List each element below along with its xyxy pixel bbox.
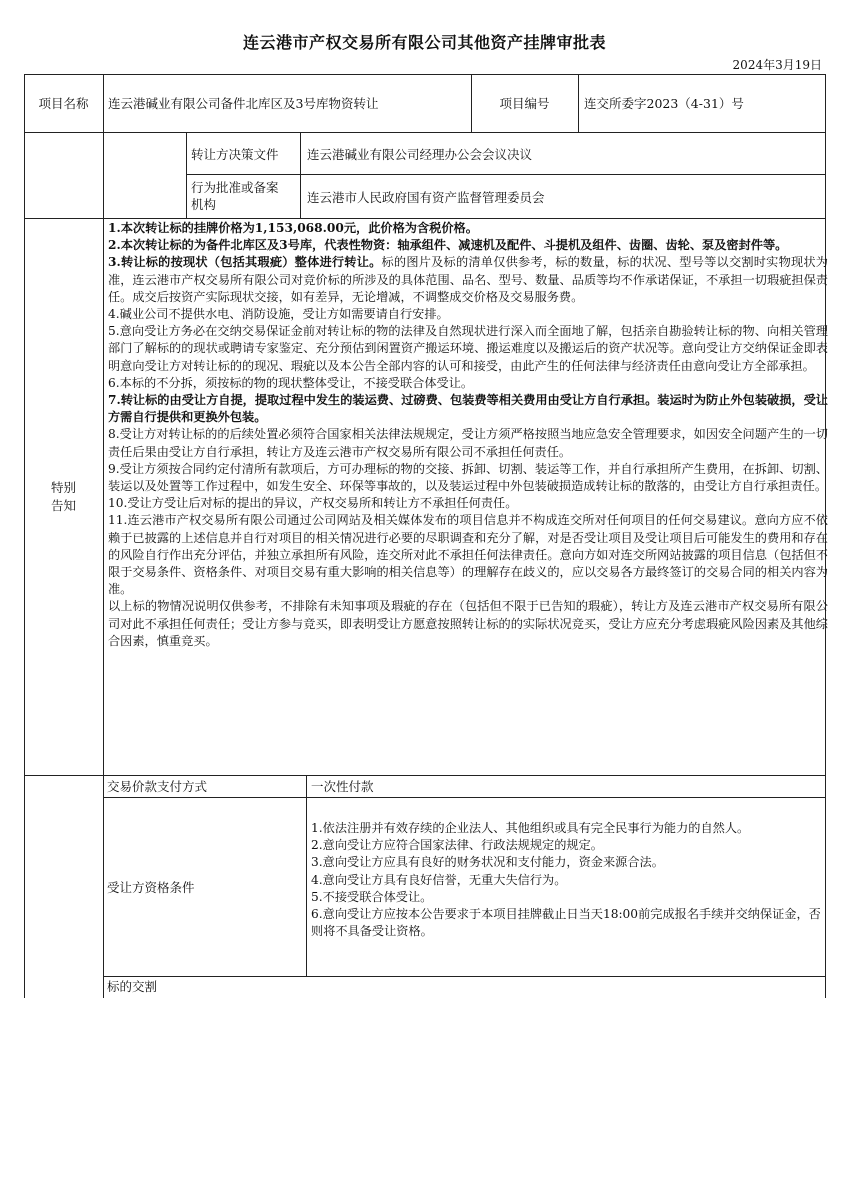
- approval-authority-label: 行为批准或备案 机构: [191, 180, 279, 212]
- notice-item-text: 4.碱业公司不提供水电、消防设施，受让方如需要请自行安排。: [108, 307, 449, 322]
- qualification-item: 4.意向受让方具有良好信誉，无重大失信行为。: [311, 872, 567, 887]
- notice-item-bold: 1.本次转让标的挂牌价格为1,153,068.00元，此价格为含税价格。: [108, 221, 478, 235]
- delivery-label: 标的交割: [107, 979, 158, 994]
- notice-item: [108, 237, 828, 254]
- qualification-label: 受让方资格条件: [107, 880, 195, 895]
- notice-item: [108, 426, 828, 460]
- notice-item-text: 8.受让方对转让标的的后续处置必须符合国家相关法律法规规定，受让方须严格按照当地应急安全管理要求，如因安全问题产生的一切责任后果由受让方自行承担，转让方及连云港市产权交易所有限公司不承担任何责任。: [108, 427, 828, 459]
- qualification-item: 6.意向受让方应按本公告要求于本项目挂牌截止日当天18:00前完成报名手续并交纳保证金，否则将不具备受让资格。: [311, 907, 821, 939]
- notice-item-bold: 2.本次转让标的为备件北库区及3号库，代表性物资：轴承组件、减速机及配件、斗提机及组件、齿圈、齿轮、泵及密封件等。: [108, 238, 788, 253]
- project-number-value: 连交所委字2023（4-31）号: [584, 96, 744, 111]
- notice-item: [108, 375, 828, 392]
- notice-item: [108, 495, 828, 512]
- notice-item-text: 10.受让方受让后对标的提出的异议，产权交易所和转让方不承担任何责任。: [108, 496, 518, 511]
- qualification-item: 3.意向受让方应具有良好的财务状况和支付能力，资金来源合法。: [311, 855, 664, 870]
- notice-item-text: 11.连云港市产权交易所有限公司通过公司网站及相关媒体发布的项目信息并不构成连交所对任何项目的任何交易建议。意向方应不依赖于已披露的上述信息并自行对项目的相关情况进行必要的尽职调查和充分了解，对是否受让项目及受让项目后可能发生的费用和存在的风险自行作出充分评估，并独立承担所有风险，连交所对此不承担任何法律责任。意向方如对连交所网站披露的项目信息（包括但不限于交易条件、资格条件、对项目交易有重大影响的相关信息等）的理解存在歧义的，应以交易各方最终签订的交易合同的相关内容为准。: [108, 513, 828, 597]
- payment-method-value: 一次性付款: [311, 779, 374, 794]
- qualification-item: 1.依法注册并有效存续的企业法人、其他组织或具有完全民事行为能力的自然人。: [311, 821, 750, 835]
- notice-item: [108, 254, 828, 306]
- project-name-label: 项目名称: [38, 96, 89, 111]
- notice-item: [108, 220, 828, 237]
- decision-doc-label: 转让方决策文件: [191, 147, 279, 162]
- notice-item-text: 标的图片及标的清单仅供参考，标的数量，标的状况、型号等以交割时实物现状为准，连云港市产权交易所有限公司对竞价标的所涉及的具体范围、品名、型号、数量、品质等均不作承诺保证，不承担一切瑕疵担保责任。成交后按资产实际现状交接，如有差异，无论增减，不调整成交价格及交易服务费。: [108, 255, 828, 304]
- form-date: 2024年3月19日: [732, 58, 822, 72]
- notice-item: [108, 392, 828, 426]
- notice-item: [108, 512, 828, 598]
- notice-item: [108, 323, 828, 375]
- decision-doc-value: 连云港碱业有限公司经理办公会会议决议: [307, 147, 533, 162]
- notice-item-bold: 3.转让标的按现状（包括其瑕疵）整体进行转让。: [108, 255, 382, 270]
- notice-item-text: 5.意向受让方务必在交纳交易保证金前对转让标的物的法律及自然现状进行深入而全面地了解，包括亲自勘验转让标的物、向相关管理部门了解标的的现状或聘请专家鉴定、充分预估到闲置资产搬运环境、搬运难度以及搬运后的资产状况等。意向受让方交纳保证金即表明意向受让方对转让标的的现况、瑕疵以及本公告全部内容的认可和接受，由此产生的任何法律与经济责任由意向受让方全部承担。: [108, 324, 828, 373]
- payment-method-label: 交易价款支付方式: [107, 779, 208, 794]
- notice-item: [108, 306, 828, 323]
- notice-item: [108, 598, 828, 650]
- notice-item-text: 9.受让方须按合同约定付清所有款项后，方可办理标的物的交接、拆卸、切割、装运等工作，并自行承担所产生费用，在拆卸、切割、装运以及处置等工作过程中，如发生安全、环保等事故的，以及装运过程中外包装破损造成转让标的散落的，由受让方自行承担责任。: [108, 461, 828, 494]
- special-notice-content: [108, 220, 828, 650]
- special-notice-label: 特别 告知: [50, 480, 76, 513]
- qualification-item: 5.不接受联合体受让。: [311, 889, 433, 904]
- project-number-label: 项目编号: [499, 96, 550, 111]
- page-title: 连云港市产权交易所有限公司其他资产挂牌审批表: [242, 33, 606, 52]
- qualification-list: [311, 820, 826, 940]
- approval-authority-value: 连云港市人民政府国有资产监督管理委员会: [307, 190, 545, 205]
- qualification-item: 2.意向受让方应符合国家法律、行政法规规定的规定。: [311, 838, 603, 853]
- notice-item-text: 以上标的物情况说明仅供参考，不排除有未知事项及瑕疵的存在（包括但不限于已告知的瑕疵），转让方及连云港市产权交易所有限公司对此不承担任何责任；受让方参与竞买，即表明受让方愿意按照转让标的的实际状况竞买，受让方应充分考虑瑕疵风险因素及其他综合因素，慎重竞买。: [108, 599, 828, 648]
- project-name-value: 连云港碱业有限公司备件北库区及3号库物资转让: [108, 96, 379, 111]
- notice-item-bold: 7.转让标的由受让方自提，提取过程中发生的装运费、过磅费、包装费等相关费用由受让方自行承担。装运时为防止外包装破损，受让方需自行提供和更换外包装。: [108, 393, 828, 425]
- notice-item-text: 6.本标的不分拆，须按标的物的现状整体受让，不接受联合体受让。: [108, 375, 474, 390]
- notice-item: [108, 461, 828, 495]
